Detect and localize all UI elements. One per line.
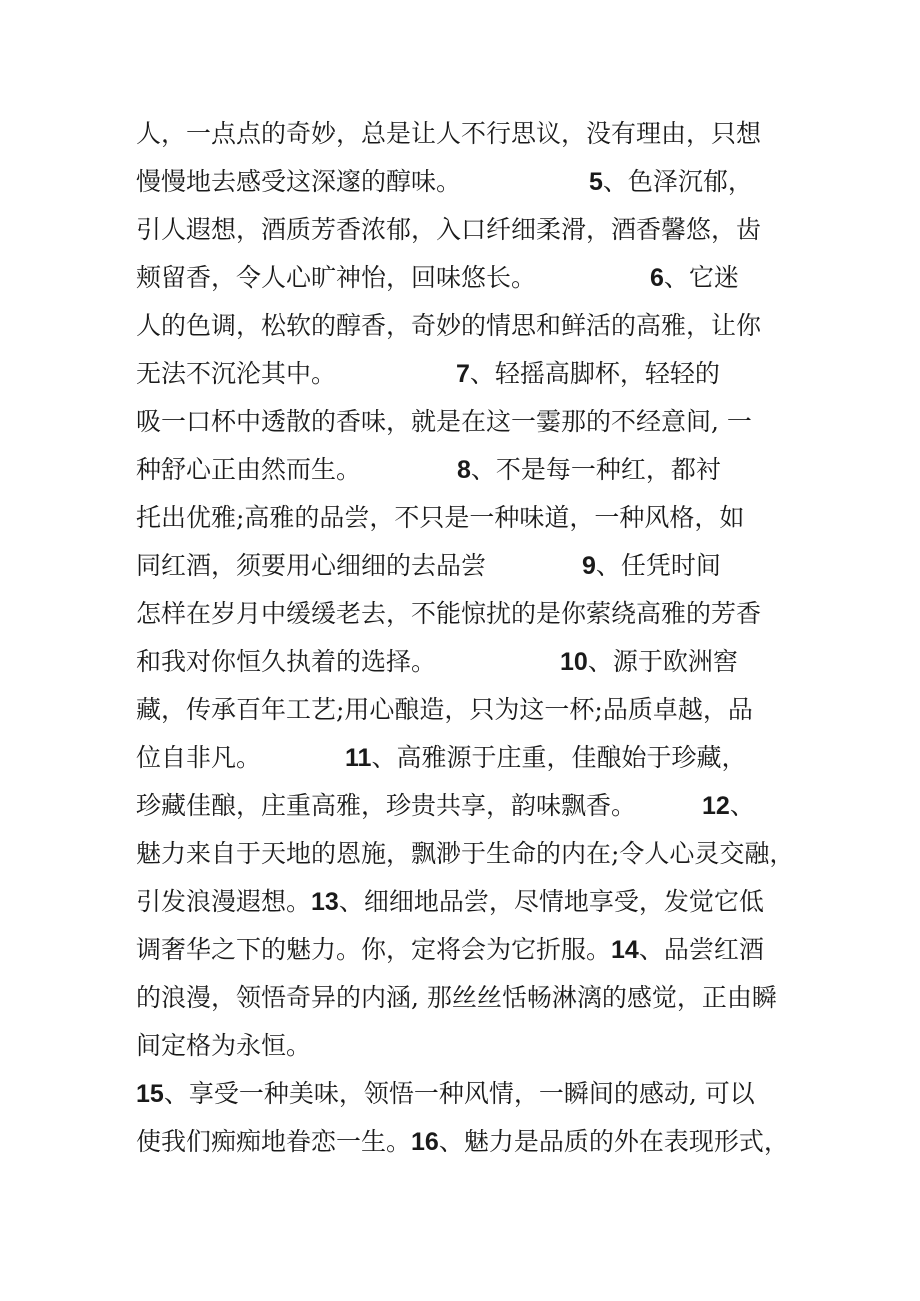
text-line	[136, 119, 761, 149]
text-segment: 魅力来自于天地的恩施，飘渺于生命的内在;令人心灵交融，	[136, 839, 795, 868]
text-segment: 人，一点点的奇妙，总是让人不行思议，没有理由，只想	[136, 119, 762, 148]
text-line	[136, 647, 738, 677]
text-line	[136, 695, 753, 725]
item-number: 11	[345, 744, 372, 772]
text-segment: 和我对你恒久执着的选择。	[136, 647, 437, 676]
text-line	[136, 263, 739, 293]
item-number: 7	[456, 360, 470, 388]
text-line	[136, 407, 752, 437]
text-segment: 、不是每一种红，都衬	[470, 455, 721, 484]
text-line	[136, 1127, 789, 1157]
text-line	[136, 887, 764, 917]
text-line	[136, 743, 746, 773]
text-line	[136, 839, 794, 869]
text-segment: 无法不沉沦其中。	[136, 359, 337, 388]
item-number: 13	[311, 888, 339, 916]
text-segment: 珍藏佳酿，庄重高雅，珍贵共享，韵味飘香。	[136, 791, 637, 820]
text-segment: 引人遐想，酒质芳香浓郁，入口纤细柔滑，酒香馨悠，齿	[136, 215, 762, 244]
text-line	[136, 311, 761, 341]
text-segment: 怎样在岁月中缓缓老去，不能惊扰的是你萦绕高雅的芳香	[136, 599, 762, 628]
item-number: 6	[650, 264, 664, 292]
text-line	[136, 599, 761, 629]
text-segment: 人的色调，松软的醇香，奇妙的情思和鲜活的高雅，让你	[136, 311, 762, 340]
text-segment: 同红酒，须要用心细细的去品尝	[136, 551, 487, 580]
text-line	[136, 455, 721, 485]
text-line	[136, 983, 777, 1013]
text-line	[136, 215, 761, 245]
text-segment: 、源于欧洲窖	[587, 647, 738, 676]
text-segment: 、细细地品尝，尽情地享受，发觉它低	[338, 887, 764, 916]
text-segment: 颊留香，令人心旷神怡，回味悠长。	[136, 263, 537, 292]
text-segment: 藏，传承百年工艺;用心酿造，只为这一杯;品质卓越，品	[136, 695, 753, 724]
text-segment: 种舒心正由然而生。	[136, 455, 362, 484]
text-segment: 调奢华之下的魅力。你，定将会为它折服。	[136, 935, 612, 964]
item-number: 10	[560, 648, 588, 676]
text-segment: 、它迷	[663, 263, 739, 292]
item-number: 14	[611, 936, 639, 964]
item-number: 5	[589, 168, 603, 196]
text-line	[136, 503, 744, 533]
text-segment: 吸一口杯中透散的香味，就是在这一霎那的不经意间, 一	[136, 407, 752, 436]
text-line	[136, 551, 721, 581]
text-segment: 、	[729, 791, 755, 820]
text-segment: 托出优雅;高雅的品尝，不只是一种味道，一种风格，如	[136, 503, 745, 532]
text-segment: 、魅力是品质的外在表现形式，	[438, 1127, 789, 1156]
text-line	[136, 935, 764, 965]
text-segment: 、色泽沉郁，	[602, 167, 753, 196]
text-segment: 、享受一种美味，领悟一种风情，一瞬间的感动, 可以	[163, 1079, 755, 1108]
item-number: 8	[457, 456, 471, 484]
text-line	[136, 167, 753, 197]
text-segment: 、品尝红酒	[638, 935, 764, 964]
item-number: 9	[582, 552, 596, 580]
text-segment: 位自非凡。	[136, 743, 262, 772]
text-segment: 使我们痴痴地眷恋一生。	[136, 1127, 412, 1156]
item-number: 16	[411, 1128, 439, 1156]
item-number: 15	[136, 1080, 164, 1108]
text-segment: 引发浪漫遐想。	[136, 887, 312, 916]
text-line	[136, 791, 755, 821]
text-segment: 、高雅源于庄重，佳酿始于珍藏，	[371, 743, 747, 772]
text-line	[136, 1031, 311, 1061]
text-segment: 、任凭时间	[595, 551, 721, 580]
text-segment: 的浪漫，领悟奇异的内涵, 那丝丝恬畅淋漓的感觉，正由瞬	[136, 983, 777, 1012]
text-line	[136, 1079, 755, 1109]
text-line	[136, 359, 720, 389]
text-segment: 、轻摇高脚杯，轻轻的	[469, 359, 720, 388]
item-number: 12	[702, 792, 730, 820]
text-segment: 慢慢地去感受这深邃的醇味。	[136, 167, 462, 196]
text-segment: 间定格为永恒。	[136, 1031, 312, 1060]
